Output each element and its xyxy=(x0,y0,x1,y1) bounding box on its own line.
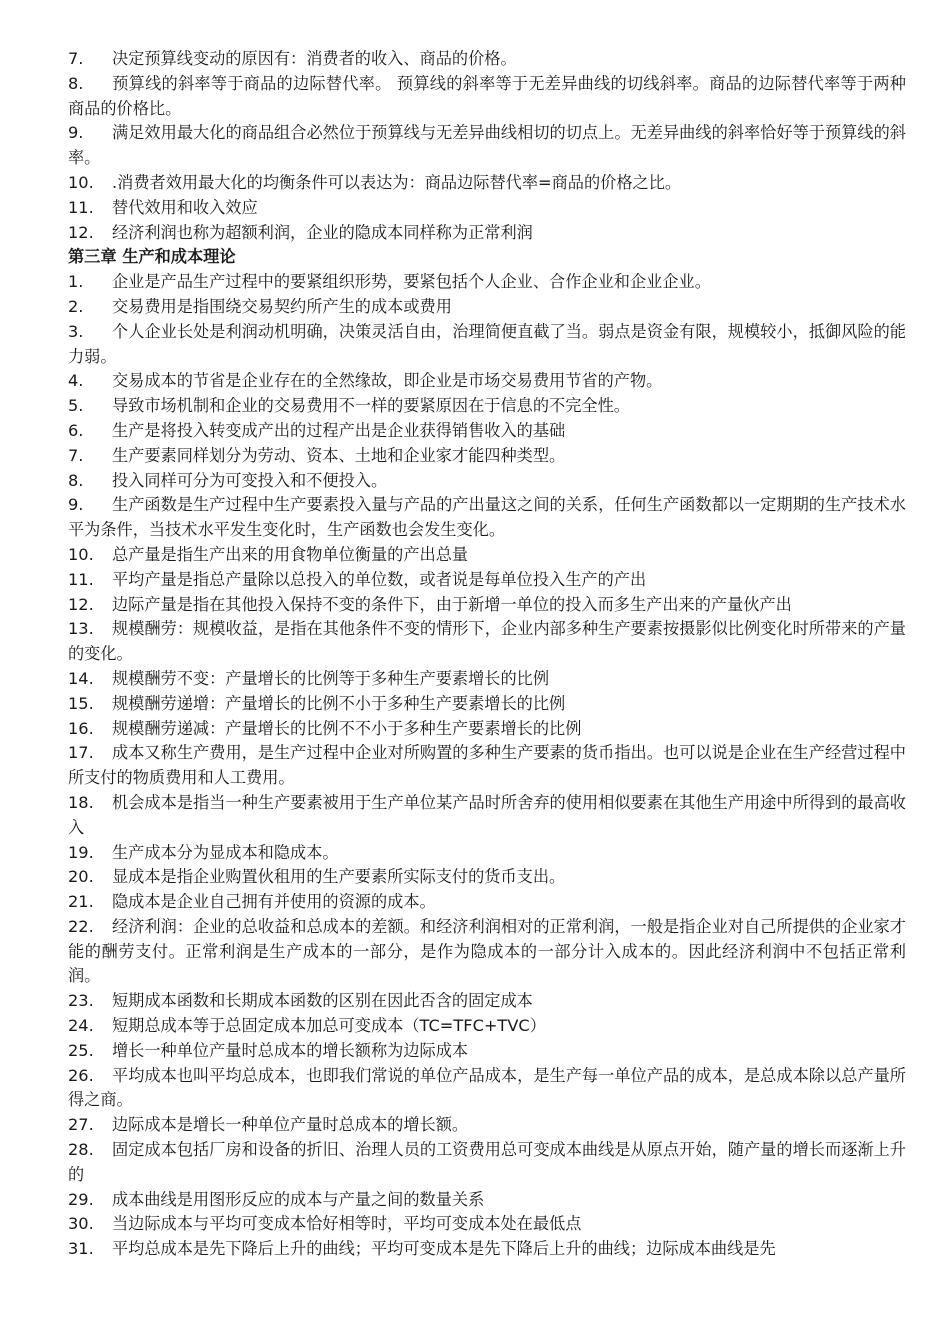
item-text: 生产成本分为显成本和隐成本。 xyxy=(112,842,339,862)
list-item xyxy=(68,270,906,295)
item-text: 企业是产品生产过程中的要紧组织形势，要紧包括个人企业、合作企业和企业企业。 xyxy=(112,272,711,292)
list-item xyxy=(68,692,906,717)
item-text: 机会成本是指当一种生产要素被用于生产单位某产品时所舍弃的使用相似要素在其他生产用途中所得到的最高收入 xyxy=(68,792,906,837)
list-item xyxy=(68,1138,906,1188)
list-item xyxy=(68,394,906,419)
list-item xyxy=(68,593,906,618)
list-item xyxy=(68,568,906,593)
item-text: 规模酬劳不变：产量增长的比例等于多种生产要素增长的比例 xyxy=(112,668,550,688)
list-item xyxy=(68,72,906,122)
list-item xyxy=(68,469,906,494)
chapter-three-heading: 第三章 生产和成本理论 xyxy=(68,247,236,267)
item-text: 短期总成本等于总固定成本加总可变成本（TC=TFC+TVC） xyxy=(112,1016,546,1036)
item-text: 边际成本是增长一种单位产量时总成本的增长额。 xyxy=(112,1115,469,1135)
item-number: 23. xyxy=(68,991,94,1011)
item-number: 10. xyxy=(68,544,94,564)
item-text: 满足效用最大化的商品组合必然位于预算线与无差异曲线相切的切点上。无差异曲线的斜率恰好等于预算线的斜率。 xyxy=(68,123,906,168)
item-text: 平均总成本是先下降后上升的曲线；平均可变成本是先下降后上升的曲线；边际成本曲线是先 xyxy=(112,1239,776,1259)
item-text: 经济利润也称为超额利润，企业的隐成本同样称为正常利润 xyxy=(112,222,533,242)
item-text: 边际产量是指在其他投入保持不变的条件下，由于新增一单位的投入而多生产出来的产量伙产出 xyxy=(112,594,792,614)
item-number: 8. xyxy=(68,73,84,93)
item-number: 12. xyxy=(68,594,94,614)
item-number: 27. xyxy=(68,1115,94,1135)
item-text: 经济利润：企业的总收益和总成本的差额。和经济利润相对的正常利润，一般是指企业对自己所提供的企业家才能的酬劳支付。正常利润是生产成本的一部分，是作为隐成本的一部分计入成本的。因此经济利润中不包括正常利润。 xyxy=(68,916,906,986)
list-item xyxy=(68,717,906,742)
item-number: 21. xyxy=(68,892,94,912)
list-item xyxy=(68,493,906,543)
list-item xyxy=(68,1014,906,1039)
item-number: 10. xyxy=(68,172,94,192)
item-text: 成本又称生产费用，是生产过程中企业对所购置的多种生产要素的货币指出。也可以说是企业在生产经营过程中所支付的物质费用和人工费用。 xyxy=(68,743,906,788)
list-item xyxy=(68,865,906,890)
list-item xyxy=(68,791,906,841)
item-number: 4. xyxy=(68,371,84,391)
list-item xyxy=(68,841,906,866)
item-text: 生产函数是生产过程中生产要素投入量与产品的产出量这之间的关系，任何生产函数都以一定期期的生产技术水平为条件，当技术水平发生变化时，生产函数也会发生变化。 xyxy=(68,495,906,540)
list-item xyxy=(68,221,906,246)
list-item xyxy=(68,196,906,221)
item-number: 31. xyxy=(68,1239,94,1259)
list-item xyxy=(68,369,906,394)
item-number: 18. xyxy=(68,792,94,812)
list-item xyxy=(68,989,906,1014)
item-number: 20. xyxy=(68,867,94,887)
list-item xyxy=(68,890,906,915)
item-text: 投入同样可分为可变投入和不便投入。 xyxy=(112,470,388,490)
item-number: 11. xyxy=(68,569,94,589)
item-text: 导致市场机制和企业的交易费用不一样的要紧原因在于信息的不完全性。 xyxy=(112,396,630,416)
item-text: 预算线的斜率等于商品的边际替代率。 预算线的斜率等于无差异曲线的切线斜率。商品的边际替代率等于两种商品的价格比。 xyxy=(68,73,906,118)
item-number: 7. xyxy=(68,49,84,68)
list-item xyxy=(68,1113,906,1138)
list-item xyxy=(68,741,906,791)
item-text: 交易费用是指围绕交易契约所产生的成本或费用 xyxy=(112,296,452,316)
item-number: 19. xyxy=(68,842,94,862)
item-number: 13. xyxy=(68,619,94,639)
item-text: 短期成本函数和长期成本函数的区别在因此否含的固定成本 xyxy=(112,991,533,1011)
item-number: 22. xyxy=(68,916,94,936)
item-text: 规模酬劳递增：产量增长的比例不小于多种生产要素增长的比例 xyxy=(112,693,566,713)
item-number: 16. xyxy=(68,718,94,738)
item-text: 总产量是指生产出来的用食物单位衡量的产出总量 xyxy=(112,544,469,564)
item-text: 显成本是指企业购置伙租用的生产要素所实际支付的货币支出。 xyxy=(112,867,566,887)
item-text: 成本曲线是用图形反应的成本与产量之间的数量关系 xyxy=(112,1189,485,1209)
item-number: 17. xyxy=(68,743,94,763)
item-number: 3. xyxy=(68,321,84,341)
item-number: 9. xyxy=(68,495,84,515)
item-text: 交易成本的节省是企业存在的全然缘故，即企业是市场交易费用节省的产物。 xyxy=(112,371,663,391)
item-text: 规模酬劳：规模收益，是指在其他条件不变的情形下，企业内部多种生产要素按摄影似比例变化时所带来的产量的变化。 xyxy=(68,619,906,664)
list-item xyxy=(68,444,906,469)
item-number: 15. xyxy=(68,693,94,713)
item-number: 14. xyxy=(68,668,94,688)
list-item xyxy=(68,1188,906,1213)
list-item xyxy=(68,419,906,444)
item-text: 生产是将投入转变成产出的过程产出是企业获得销售收入的基础 xyxy=(112,420,566,440)
list-item xyxy=(68,320,906,370)
item-text: 当边际成本与平均可变成本恰好相等时，平均可变成本处在最低点 xyxy=(112,1214,582,1234)
list-item xyxy=(68,1212,906,1237)
item-text: 个人企业长处是利润动机明确，决策灵活自由，治理简便直截了当。弱点是资金有限，规模较小，抵御风险的能力弱。 xyxy=(68,321,906,366)
section-two-tail-list xyxy=(68,47,906,245)
list-item xyxy=(68,543,906,568)
list-item xyxy=(68,1039,906,1064)
item-text: 生产要素同样划分为劳动、资本、土地和企业家才能四种类型。 xyxy=(112,445,566,465)
list-item xyxy=(68,915,906,989)
item-number: 25. xyxy=(68,1040,94,1060)
item-text: 平均产量是指总产量除以总投入的单位数，或者说是每单位投入生产的产出 xyxy=(112,569,647,589)
list-item xyxy=(68,667,906,692)
list-item xyxy=(68,1064,906,1114)
item-number: 5. xyxy=(68,396,84,416)
item-text: 决定预算线变动的原因有：消费者的收入、商品的价格。 xyxy=(112,49,517,68)
list-item xyxy=(68,121,906,171)
item-number: 9. xyxy=(68,123,84,143)
item-number: 2. xyxy=(68,296,84,316)
item-text: 替代效用和收入效应 xyxy=(112,197,258,217)
item-number: 26. xyxy=(68,1065,94,1085)
item-number: 1. xyxy=(68,272,84,292)
item-text: .消费者效用最大化的均衡条件可以表达为：商品边际替代率=商品的价格之比。 xyxy=(112,172,682,192)
item-text: 隐成本是企业自己拥有并使用的资源的成本。 xyxy=(112,892,436,912)
item-text: 固定成本包括厂房和设备的折旧、治理人员的工资费用总可变成本曲线是从原点开始，随产量的增长而逐渐上升的 xyxy=(68,1140,906,1184)
list-item xyxy=(68,295,906,320)
item-text: 增长一种单位产量时总成本的增长额称为边际成本 xyxy=(112,1040,469,1060)
item-text: 规模酬劳递减：产量增长的比例不不小于多种生产要素增长的比例 xyxy=(112,718,582,738)
item-number: 30. xyxy=(68,1214,94,1234)
list-item xyxy=(68,47,906,72)
item-number: 6. xyxy=(68,420,84,440)
chapter-three-list xyxy=(68,270,906,1262)
list-item xyxy=(68,617,906,667)
list-item xyxy=(68,171,906,196)
item-number: 29. xyxy=(68,1189,94,1209)
item-number: 24. xyxy=(68,1016,94,1036)
item-number: 7. xyxy=(68,445,84,465)
item-number: 28. xyxy=(68,1140,94,1160)
item-number: 8. xyxy=(68,470,84,490)
item-number: 11. xyxy=(68,197,94,217)
list-item xyxy=(68,1237,906,1262)
item-text: 平均成本也叫平均总成本，也即我们常说的单位产品成本，是生产每一单位产品的成本，是总成本除以总产量所得之商。 xyxy=(68,1065,906,1110)
item-number: 12. xyxy=(68,222,94,242)
